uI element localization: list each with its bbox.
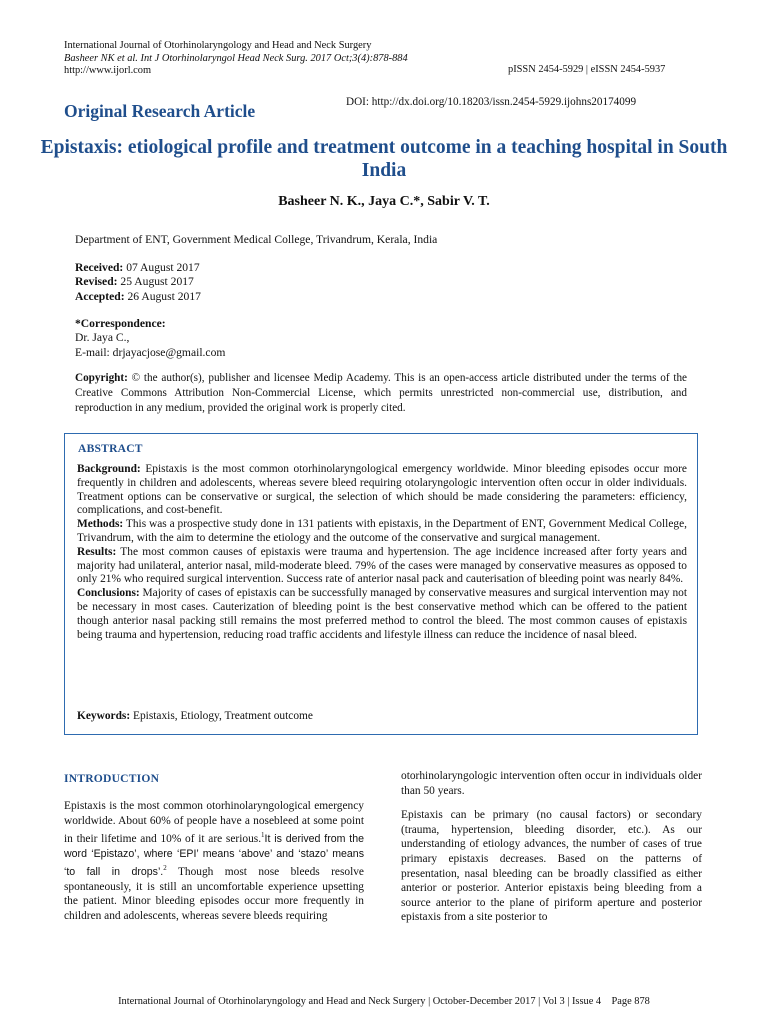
abstract-keywords: Keywords: Epistaxis, Etiology, Treatment outcome xyxy=(77,710,313,722)
page-footer: International Journal of Otorhinolaryngology and Head and Neck Surgery | October-December 2017 | Vol 3 | Issue 4 Page 878 xyxy=(118,996,650,1007)
copyright-label: Copyright: xyxy=(75,372,128,384)
introduction-right-paragraph-1: otorhinolaryngologic intervention often occur in individuals older than 50 years. xyxy=(401,770,702,797)
copyright-text: © the author(s), publisher and licensee Medip Academy. This is an open-access article distributed under the terms of the Creative Commons Attribution Non-Commercial License, which permits unrestricted non-commercial use, distribution, and reproduction in any medium, provided the original work is properly cited. xyxy=(75,372,687,414)
introduction-heading: INTRODUCTION xyxy=(64,772,160,785)
citation-line: Basheer NK et al. Int J Otorhinolaryngol Head Neck Surg. 2017 Oct;3(4):878-884 xyxy=(64,52,408,64)
abstract-body xyxy=(77,463,687,642)
abstract-background: Background: Epistaxis is the most common otorhinolaryngological emergency worldwide. Minor bleeding episodes occur more frequently in children and adolescents, whereas severe bleed requiring otolaryngologic intervention often occur in older individuals. Treatment options can be conservative or surgical, the selection of which should be made considering the parameters: efficiency, complications, and cost-benefit. xyxy=(77,463,687,517)
doi-line[interactable]: DOI: http://dx.doi.org/10.18203/issn.2454-5929.ijohns20174099 xyxy=(346,96,637,108)
abstract-heading: ABSTRACT xyxy=(78,442,143,455)
introduction-right-column xyxy=(401,769,702,925)
article-title: Epistaxis: etiological profile and treatment outcome in a teaching hospital in South India xyxy=(40,137,728,181)
reference-2[interactable]: 2 xyxy=(163,864,167,873)
abstract-conclusions: Conclusions: Majority of cases of epistaxis can be successfully managed by conservative measures and surgical intervention may not be necessary in most cases. Cauterization of bleeding point is the best conservative method which can be offered to the patient though anterior nasal packing still remains the most preferred method to control the bleed. The most common causes of epistaxis being trauma and hypertension, reducing road traffic accidents and lifestyle illness can reduce the incidence of nasal bleed. xyxy=(77,587,688,641)
article-dates xyxy=(75,261,201,304)
introduction-left-column xyxy=(64,799,364,923)
correspondence-email[interactable]: E-mail: drjayacjose@gmail.com xyxy=(75,345,226,359)
abstract-methods: Methods: This was a prospective study done in 131 patients with epistaxis, in the Department of ENT, Government Medical College, Trivandrum, with the aim to determine the etiology and the outcome of the conservative and surgical management. xyxy=(77,518,687,544)
abstract-box xyxy=(64,433,698,735)
introduction-right-paragraph-2: Epistaxis can be primary (no causal factors) or secondary (trauma, hypertension, bleeding disorder, etc.). As our understanding of etiology advances, the number of cases of true primary epistaxis decreases. Based on the patterns of presentation, nasal bleeding can be broadly classified as either anterior or posterior. Anterior epistaxis being bleeding from a source anterior to the plane of piriform aperture and posterior epistaxis from a site posterior to xyxy=(401,809,702,924)
author-list: Basheer N. K., Jaya C.*, Sabir V. T. xyxy=(278,194,490,209)
abstract-results: Results: The most common causes of epistaxis were trauma and hypertension. The age incidence increased after forty years and majority had unilateral, anterior nasal, mild-moderate bleed. 79% of the cases were managed by conservative measures as opposed to only 21% who required surgical intervention. Success rate of anterior nasal pack and cauterisation of bleeding point was nearly 84%. xyxy=(77,545,687,586)
copyright-notice xyxy=(75,371,687,416)
received-date: Received: 07 August 2017 xyxy=(75,261,200,274)
journal-name: International Journal of Otorhinolaryngology and Head and Neck Surgery xyxy=(64,40,372,51)
issn-line: pISSN 2454-5929 | eISSN 2454-5937 xyxy=(508,64,666,75)
affiliation: Department of ENT, Government Medical College, Trivandrum, Kerala, India xyxy=(75,233,438,246)
correspondence-name: Dr. Jaya C., xyxy=(75,331,130,345)
accepted-date: Accepted: 26 August 2017 xyxy=(75,289,201,303)
correspondence-label: *Correspondence: xyxy=(75,317,166,330)
correspondence xyxy=(75,317,225,360)
article-type: Original Research Article xyxy=(64,101,256,121)
journal-header xyxy=(64,40,408,78)
journal-url[interactable]: http://www.ijorl.com xyxy=(64,65,152,77)
revised-date: Revised: 25 August 2017 xyxy=(75,275,194,289)
reference-1[interactable]: 1 xyxy=(261,831,265,840)
introduction-paragraph-1: Epistaxis is the most common otorhinolaryngological emergency worldwide. About 60% of people have a nosebleed at some point in their lifetime and 10% of it are serious.$^1$It is derived from the word ‘Epistazo’, where ‘EPI’ means ‘above’ and ‘stazo’ means ‘to fall in drops’.$^2$ Though most nose bleeds resolve spontaneously, it is still an uncomfortable experience upsetting the patient. Minor bleeding episodes occur more frequently in children and adolescents, whereas severe bleeds requiring xyxy=(64,800,364,922)
